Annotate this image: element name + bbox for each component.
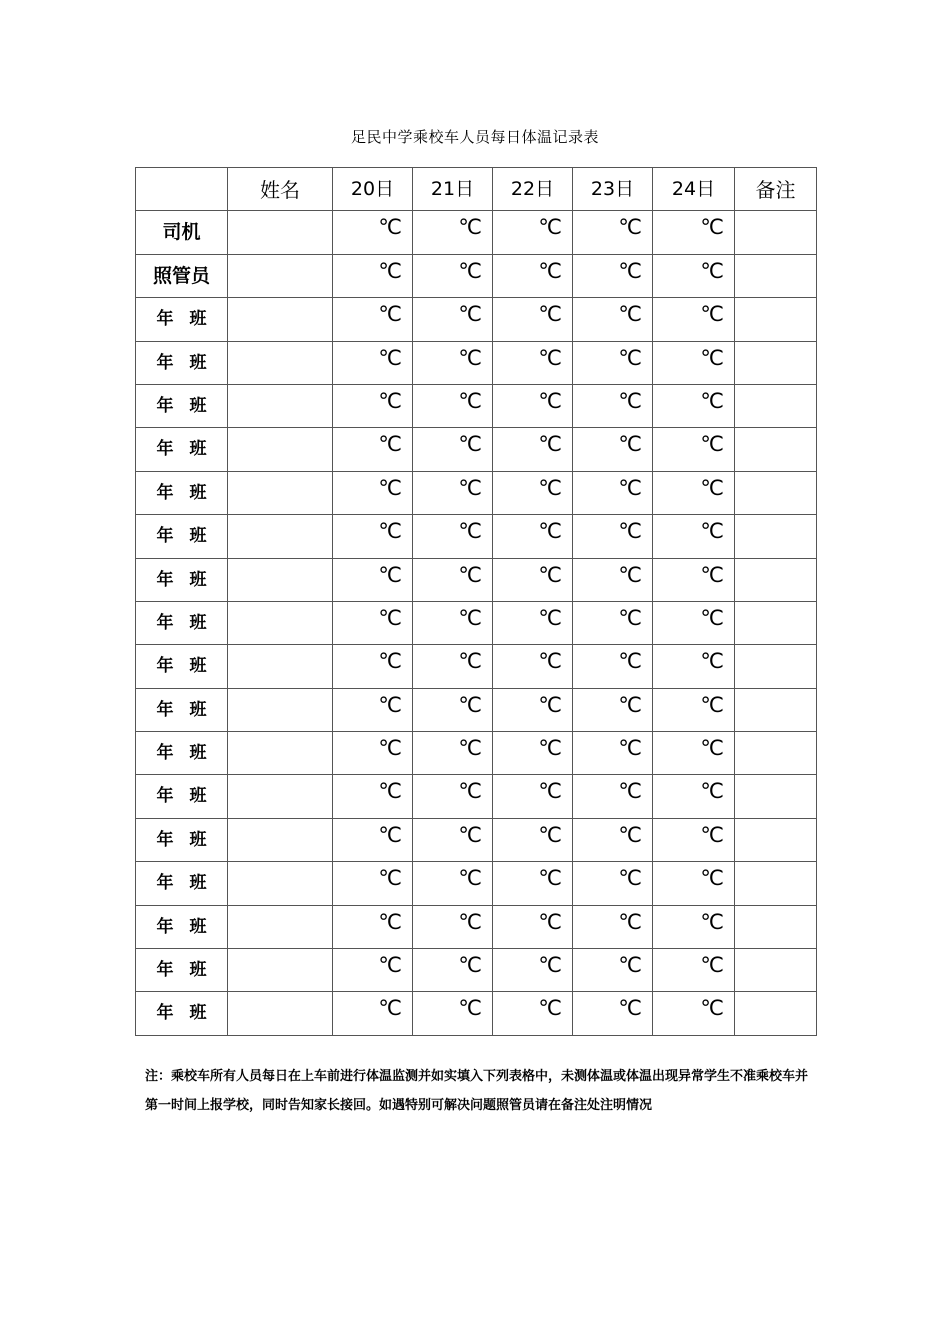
table-row: [136, 905, 817, 948]
header-name: 姓名: [228, 168, 333, 211]
name-cell[interactable]: [228, 732, 333, 775]
temperature-cell[interactable]: ℃: [413, 862, 493, 905]
temperature-cell[interactable]: ℃: [413, 384, 493, 427]
page-title: 足民中学乘校车人员每日体温记录表: [350, 128, 599, 146]
class-label: 年 班: [136, 775, 228, 818]
class-label: 年 班: [136, 949, 228, 992]
temperature-cell[interactable]: ℃: [573, 384, 653, 427]
temperature-cell[interactable]: ℃: [493, 341, 573, 384]
name-cell[interactable]: [228, 862, 333, 905]
remark-cell[interactable]: [735, 992, 817, 1035]
temperature-cell[interactable]: ℃: [413, 341, 493, 384]
table-row: [136, 992, 817, 1035]
temperature-cell[interactable]: ℃: [573, 732, 653, 775]
temperature-cell[interactable]: ℃: [653, 905, 735, 948]
temperature-cell[interactable]: ℃: [413, 775, 493, 818]
table-row: [136, 254, 817, 297]
table-row: [136, 949, 817, 992]
temperature-cell[interactable]: ℃: [493, 428, 573, 471]
temperature-cell[interactable]: ℃: [653, 775, 735, 818]
table-row: [136, 775, 817, 818]
name-cell[interactable]: [228, 905, 333, 948]
class-label: 年 班: [136, 862, 228, 905]
temperature-cell[interactable]: ℃: [653, 298, 735, 341]
header-date: 21日: [413, 168, 493, 211]
temperature-cell[interactable]: ℃: [333, 818, 413, 861]
remark-cell[interactable]: [735, 341, 817, 384]
temperature-cell[interactable]: ℃: [573, 862, 653, 905]
table-row: [136, 298, 817, 341]
class-label: 年 班: [136, 515, 228, 558]
table-row: [136, 471, 817, 514]
temperature-cell[interactable]: ℃: [333, 254, 413, 297]
temperature-cell[interactable]: ℃: [573, 211, 653, 254]
remark-cell[interactable]: [735, 775, 817, 818]
temperature-cell[interactable]: ℃: [413, 732, 493, 775]
temperature-cell[interactable]: ℃: [573, 471, 653, 514]
temperature-cell[interactable]: ℃: [333, 905, 413, 948]
temperature-cell[interactable]: ℃: [493, 601, 573, 644]
temperature-cell[interactable]: ℃: [653, 428, 735, 471]
temperature-cell[interactable]: ℃: [413, 558, 493, 601]
temperature-cell[interactable]: ℃: [333, 992, 413, 1035]
temperature-cell[interactable]: ℃: [493, 818, 573, 861]
remark-cell[interactable]: [735, 862, 817, 905]
name-cell[interactable]: [228, 949, 333, 992]
header-date: 20日: [333, 168, 413, 211]
name-cell[interactable]: [228, 384, 333, 427]
class-label: 年 班: [136, 818, 228, 861]
name-cell[interactable]: [228, 558, 333, 601]
remark-cell[interactable]: [735, 688, 817, 731]
class-label: 年 班: [136, 601, 228, 644]
temperature-cell[interactable]: ℃: [413, 298, 493, 341]
name-cell[interactable]: [228, 775, 333, 818]
class-label: 年 班: [136, 558, 228, 601]
remark-cell[interactable]: [735, 298, 817, 341]
class-label: 年 班: [136, 905, 228, 948]
temperature-cell[interactable]: ℃: [653, 862, 735, 905]
table-body: [136, 211, 817, 1035]
table-row: [136, 688, 817, 731]
temperature-cell[interactable]: ℃: [493, 558, 573, 601]
class-label: 年 班: [136, 428, 228, 471]
temperature-cell[interactable]: ℃: [333, 775, 413, 818]
temperature-cell[interactable]: ℃: [493, 775, 573, 818]
temperature-cell[interactable]: ℃: [493, 732, 573, 775]
temperature-cell[interactable]: ℃: [573, 254, 653, 297]
table-row: [136, 428, 817, 471]
temperature-cell[interactable]: ℃: [493, 515, 573, 558]
name-cell[interactable]: [228, 992, 333, 1035]
table-row: [136, 341, 817, 384]
temperature-cell[interactable]: ℃: [493, 254, 573, 297]
temperature-cell[interactable]: ℃: [573, 645, 653, 688]
temperature-cell[interactable]: ℃: [413, 211, 493, 254]
table-row: [136, 515, 817, 558]
temperature-cell[interactable]: ℃: [573, 341, 653, 384]
note-text: 注：乘校车所有人员每日在上车前进行体温监测并如实填入下列表格中，未测体温或体温出现异常学生不准乘校车并第一时间上报学校，同时告知家长接回。如遇特别可解决问题照管员请在备注处注明情况: [145, 1069, 809, 1113]
name-cell[interactable]: [228, 818, 333, 861]
temperature-cell[interactable]: ℃: [333, 949, 413, 992]
temperature-cell[interactable]: ℃: [493, 298, 573, 341]
temperature-cell[interactable]: ℃: [333, 211, 413, 254]
class-label: 年 班: [136, 992, 228, 1035]
temperature-cell[interactable]: ℃: [413, 688, 493, 731]
temperature-cell[interactable]: ℃: [493, 384, 573, 427]
name-cell[interactable]: [228, 341, 333, 384]
class-label: 年 班: [136, 341, 228, 384]
role-label: 司机: [136, 211, 228, 254]
temperature-cell[interactable]: ℃: [573, 818, 653, 861]
temperature-cell[interactable]: ℃: [653, 211, 735, 254]
temperature-cell[interactable]: ℃: [573, 515, 653, 558]
temperature-cell[interactable]: ℃: [333, 688, 413, 731]
remark-cell[interactable]: [735, 818, 817, 861]
name-cell[interactable]: [228, 428, 333, 471]
remark-cell[interactable]: [735, 558, 817, 601]
temperature-cell[interactable]: ℃: [573, 949, 653, 992]
temperature-record-table: [135, 167, 817, 1036]
class-label: 年 班: [136, 384, 228, 427]
role-label: 照管员: [136, 254, 228, 297]
temperature-cell[interactable]: ℃: [653, 688, 735, 731]
class-label: 年 班: [136, 298, 228, 341]
header-role: [136, 168, 228, 211]
temperature-cell[interactable]: ℃: [333, 341, 413, 384]
temperature-cell[interactable]: ℃: [573, 775, 653, 818]
remark-cell[interactable]: [735, 732, 817, 775]
temperature-cell[interactable]: ℃: [573, 905, 653, 948]
temperature-cell[interactable]: ℃: [333, 645, 413, 688]
name-cell[interactable]: [228, 471, 333, 514]
temperature-cell[interactable]: ℃: [573, 601, 653, 644]
temperature-cell[interactable]: ℃: [653, 384, 735, 427]
table-row: [136, 558, 817, 601]
temperature-cell[interactable]: ℃: [573, 298, 653, 341]
remark-cell[interactable]: [735, 211, 817, 254]
remark-cell[interactable]: [735, 254, 817, 297]
class-label: 年 班: [136, 645, 228, 688]
table-row: [136, 601, 817, 644]
remark-cell[interactable]: [735, 905, 817, 948]
remark-cell[interactable]: [735, 384, 817, 427]
temperature-cell[interactable]: ℃: [333, 471, 413, 514]
temperature-cell[interactable]: ℃: [413, 515, 493, 558]
temperature-cell[interactable]: ℃: [493, 688, 573, 731]
class-label: 年 班: [136, 688, 228, 731]
temperature-cell[interactable]: ℃: [333, 862, 413, 905]
temperature-cell[interactable]: ℃: [653, 341, 735, 384]
temperature-cell[interactable]: ℃: [573, 558, 653, 601]
class-label: 年 班: [136, 732, 228, 775]
temperature-cell[interactable]: ℃: [493, 949, 573, 992]
temperature-cell[interactable]: ℃: [333, 601, 413, 644]
temperature-cell[interactable]: ℃: [413, 471, 493, 514]
temperature-cell[interactable]: ℃: [573, 428, 653, 471]
temperature-cell[interactable]: ℃: [493, 862, 573, 905]
temperature-cell[interactable]: ℃: [493, 992, 573, 1035]
temperature-cell[interactable]: ℃: [493, 645, 573, 688]
header-date: 22日: [493, 168, 573, 211]
temperature-cell[interactable]: ℃: [653, 992, 735, 1035]
temperature-cell[interactable]: ℃: [653, 949, 735, 992]
remark-cell[interactable]: [735, 645, 817, 688]
temperature-cell[interactable]: ℃: [653, 515, 735, 558]
remark-cell[interactable]: [735, 601, 817, 644]
temperature-cell[interactable]: ℃: [413, 428, 493, 471]
name-cell[interactable]: [228, 211, 333, 254]
temperature-cell[interactable]: ℃: [413, 992, 493, 1035]
remark-cell[interactable]: [735, 428, 817, 471]
temperature-cell[interactable]: ℃: [653, 601, 735, 644]
temperature-cell[interactable]: ℃: [333, 298, 413, 341]
temperature-cell[interactable]: ℃: [333, 515, 413, 558]
name-cell[interactable]: [228, 645, 333, 688]
temperature-cell[interactable]: ℃: [573, 688, 653, 731]
remark-cell[interactable]: [735, 515, 817, 558]
temperature-cell[interactable]: ℃: [653, 645, 735, 688]
temperature-cell[interactable]: ℃: [413, 254, 493, 297]
class-label: 年 班: [136, 471, 228, 514]
remark-cell[interactable]: [735, 949, 817, 992]
temperature-cell[interactable]: ℃: [413, 905, 493, 948]
temperature-cell[interactable]: ℃: [333, 384, 413, 427]
temperature-cell[interactable]: ℃: [333, 428, 413, 471]
remark-cell[interactable]: [735, 471, 817, 514]
header-remark: 备注: [735, 168, 817, 211]
table-row: [136, 732, 817, 775]
temperature-cell[interactable]: ℃: [653, 558, 735, 601]
name-cell[interactable]: [228, 515, 333, 558]
temperature-cell[interactable]: ℃: [333, 732, 413, 775]
table-row: [136, 211, 817, 254]
temperature-cell[interactable]: ℃: [333, 558, 413, 601]
temperature-cell[interactable]: ℃: [573, 992, 653, 1035]
table-row: [136, 818, 817, 861]
temperature-cell[interactable]: ℃: [413, 818, 493, 861]
name-cell[interactable]: [228, 688, 333, 731]
header-date: 23日: [573, 168, 653, 211]
name-cell[interactable]: [228, 254, 333, 297]
temperature-cell[interactable]: ℃: [653, 254, 735, 297]
header-row: [136, 168, 817, 211]
name-cell[interactable]: [228, 601, 333, 644]
temperature-cell[interactable]: ℃: [493, 211, 573, 254]
table-row: [136, 645, 817, 688]
header-date: 24日: [653, 168, 735, 211]
table-row: [136, 384, 817, 427]
table-row: [136, 862, 817, 905]
temperature-cell[interactable]: ℃: [493, 905, 573, 948]
temperature-cell[interactable]: ℃: [413, 601, 493, 644]
temperature-cell[interactable]: ℃: [413, 645, 493, 688]
temperature-cell[interactable]: ℃: [653, 818, 735, 861]
temperature-cell[interactable]: ℃: [653, 471, 735, 514]
temperature-cell[interactable]: ℃: [413, 949, 493, 992]
name-cell[interactable]: [228, 298, 333, 341]
temperature-cell[interactable]: ℃: [653, 732, 735, 775]
temperature-cell[interactable]: ℃: [493, 471, 573, 514]
